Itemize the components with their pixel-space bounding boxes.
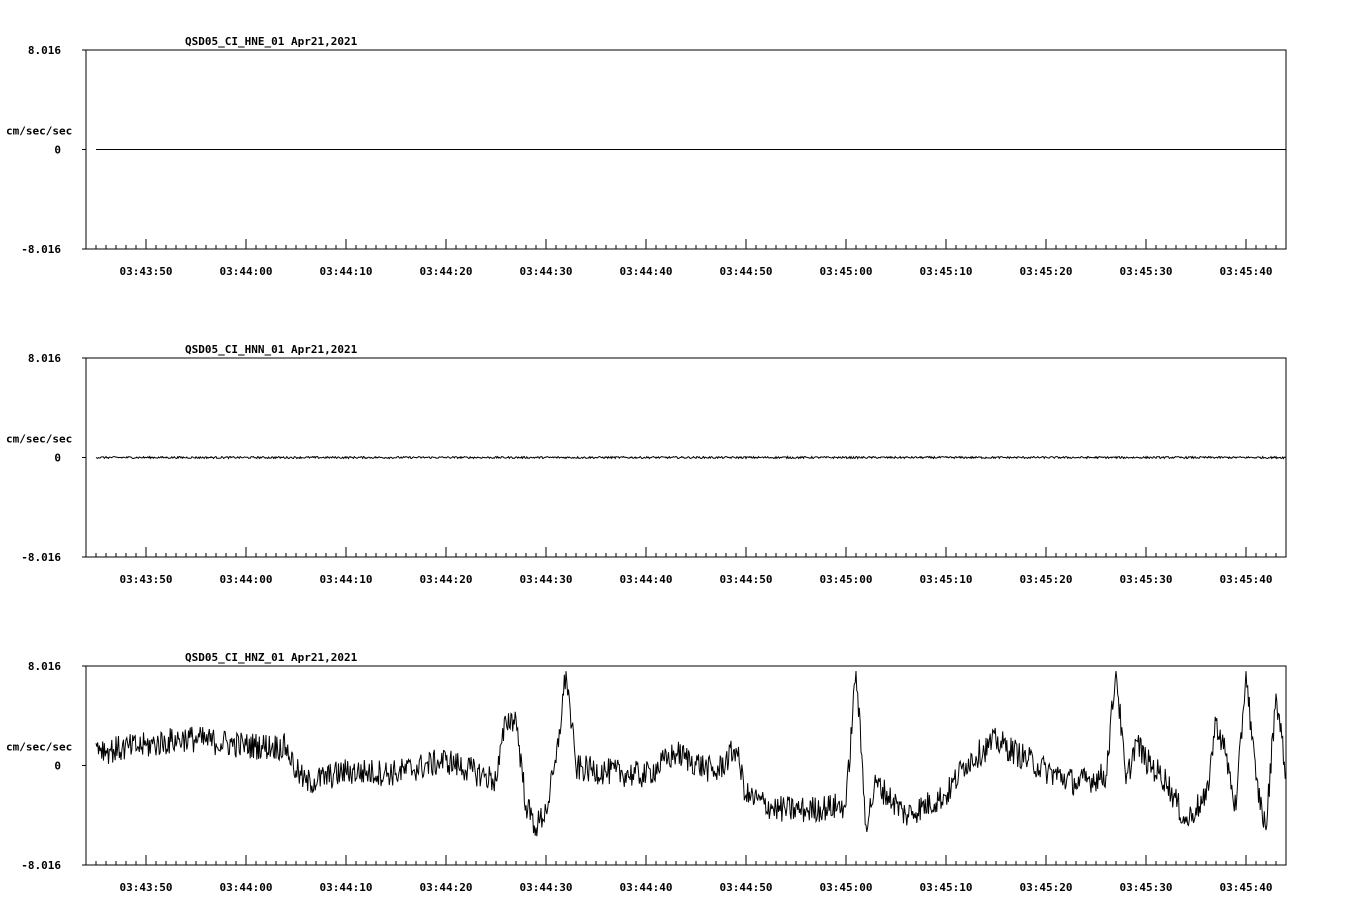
- seismogram-panel-2: [6, 343, 1286, 586]
- x-tick-label: 03:44:10: [319, 265, 373, 278]
- x-tick-label: 03:44:00: [219, 573, 273, 586]
- x-tick-label: 03:45:20: [1019, 881, 1073, 894]
- x-tick-label: 03:44:10: [319, 573, 373, 586]
- seismogram-panel-3: [6, 651, 1286, 894]
- y-tick-label: -8.016: [21, 551, 61, 564]
- x-tick-label: 03:45:00: [819, 881, 873, 894]
- seismogram-panel-1: [6, 35, 1286, 278]
- panel-title: QSD05_CI_HNE_01 Apr21,2021: [185, 35, 358, 48]
- plot-frame: [86, 666, 1286, 865]
- y-tick-label: 0: [54, 143, 61, 157]
- y-axis-label: cm/sec/sec: [6, 124, 73, 138]
- x-tick-label: 03:44:30: [519, 881, 573, 894]
- x-tick-label: 03:44:10: [319, 881, 373, 894]
- x-tick-label: 03:44:50: [719, 573, 773, 586]
- x-tick-label: 03:45:00: [819, 265, 873, 278]
- x-tick-label: 03:45:40: [1219, 573, 1273, 586]
- x-tick-label: 03:44:00: [219, 265, 273, 278]
- x-tick-label: 03:45:40: [1219, 881, 1273, 894]
- x-tick-label: 03:45:20: [1019, 265, 1073, 278]
- x-tick-label: 03:45:40: [1219, 265, 1273, 278]
- x-tick-label: 03:43:50: [119, 573, 173, 586]
- x-tick-label: 03:44:30: [519, 573, 573, 586]
- x-tick-label: 03:44:40: [619, 265, 673, 278]
- x-tick-label: 03:44:50: [719, 265, 773, 278]
- y-tick-label: -8.016: [21, 859, 61, 872]
- x-tick-label: 03:44:20: [419, 573, 473, 586]
- x-tick-label: 03:45:10: [919, 265, 973, 278]
- panel-title: QSD05_CI_HNZ_01 Apr21,2021: [185, 651, 358, 664]
- x-tick-label: 03:45:10: [919, 573, 973, 586]
- panel-title: QSD05_CI_HNN_01 Apr21,2021: [185, 343, 358, 356]
- x-tick-label: 03:44:40: [619, 881, 673, 894]
- y-tick-label: -8.016: [21, 243, 61, 256]
- x-tick-label: 03:44:00: [219, 881, 273, 894]
- y-tick-label: 0: [54, 759, 61, 773]
- y-axis-label: cm/sec/sec: [6, 740, 73, 754]
- x-tick-label: 03:43:50: [119, 265, 173, 278]
- x-tick-label: 03:45:10: [919, 881, 973, 894]
- y-tick-label: 8.016: [27, 352, 61, 365]
- y-tick-label: 8.016: [27, 660, 61, 673]
- y-tick-label: 8.016: [27, 44, 61, 57]
- x-tick-label: 03:45:00: [819, 573, 873, 586]
- x-tick-label: 03:44:20: [419, 265, 473, 278]
- x-tick-label: 03:44:40: [619, 573, 673, 586]
- x-tick-label: 03:43:50: [119, 881, 173, 894]
- y-tick-label: 0: [54, 451, 61, 465]
- x-tick-label: 03:45:20: [1019, 573, 1073, 586]
- waveform-trace: [96, 671, 1286, 836]
- x-tick-label: 03:45:30: [1119, 881, 1173, 894]
- x-tick-label: 03:45:30: [1119, 265, 1173, 278]
- x-tick-label: 03:45:30: [1119, 573, 1173, 586]
- x-tick-label: 03:44:20: [419, 881, 473, 894]
- x-tick-label: 03:44:30: [519, 265, 573, 278]
- y-axis-label: cm/sec/sec: [6, 432, 73, 446]
- x-tick-label: 03:44:50: [719, 881, 773, 894]
- waveform-trace: [96, 457, 1286, 459]
